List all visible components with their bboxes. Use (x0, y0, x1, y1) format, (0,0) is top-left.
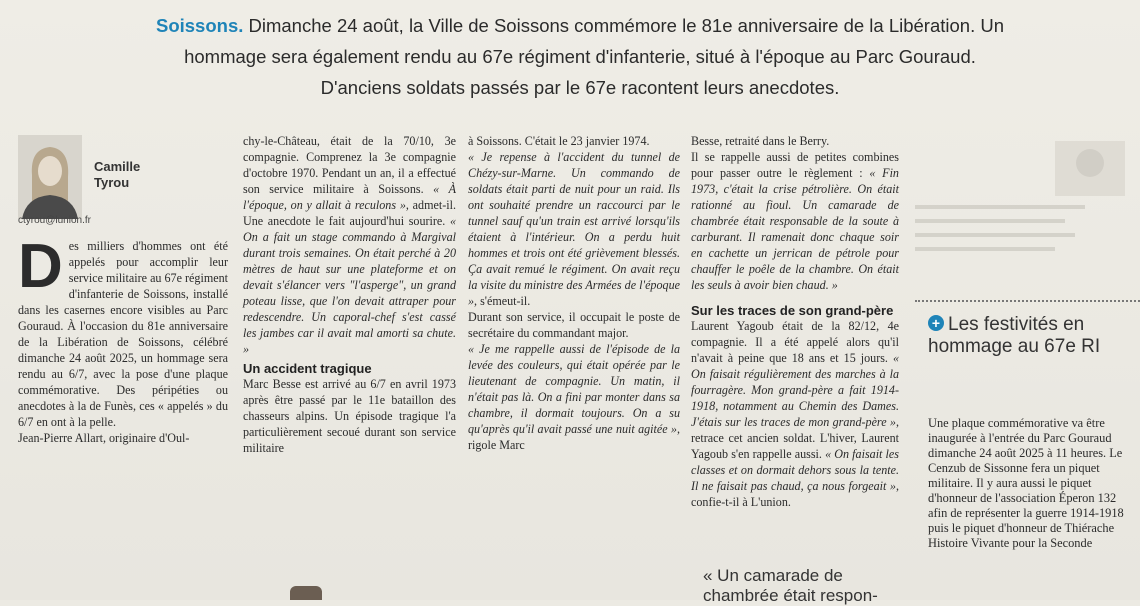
adjacent-column-ghost (905, 135, 1140, 295)
article-lead (150, 10, 1010, 103)
intro-paragraph (18, 232, 228, 430)
paragraph (468, 341, 680, 453)
paragraph: Marc Besse est arrivé au 6/7 en avril 1973 après être passé par le 11e bataillon des chasseurs alpins. Un épisode tragique l'a particulièrement secoué durant son service militaire (243, 377, 456, 455)
column-3 (468, 133, 680, 453)
sidebar-title (928, 314, 1128, 358)
author-name (94, 159, 140, 191)
quote: « On a fait un stage commando à Margival durant trois semaines. On était perché à 20 mètres de haut sur une plateforme et on devait s'élancer vers "l'asperge", un grand poteau lisse, que l'on devait attraper pour redescendre. Un caporal-chef s'est cassé les jambes car il avait mal amorti sa chute. » (243, 214, 456, 356)
sidebar-title-text: Les festivités en hommage au 67e RI (928, 314, 1101, 357)
quote: « On faisait régulièrement des marches à la fourragère. Mon grand-père a fait 1914-1918, notamment au Chemin des Dames. J'étais sur les traces de mon grand-père » (691, 351, 899, 429)
author-email[interactable]: ctyrou@lunion.fr (18, 215, 91, 226)
quote: « Je repense à l'accident du tunnel de Chézy-sur-Marne. Un commando de soldats était parti de nuit pour un raid. Ils ont souhaité prendre un raccourci par le tunnel sauf qu'un train est arrivé lorsqu'ils étaient à l'intérieur. On a perdu huit hommes et trois ont été grièvement blessés. Ça avait remué le régiment. On avait reçu la visite du ministre des Armées de l'époque » (468, 150, 680, 308)
text-run: , confie-t-il à L'union. (691, 479, 899, 509)
quote: « On faisait les classes et on dormait dehors sous la tente. Il ne faisait pas chaud, ça nous forgeait » (691, 447, 899, 493)
lead-place: Soissons. (155, 15, 244, 36)
paragraph: Jean-Pierre Allart, originaire d'Oul- (18, 431, 190, 445)
column-2 (243, 133, 456, 456)
quote: « Je me rappelle aussi de l'épisode de la levée des couleurs, qui était opérée par le lieutenant de compagnie. Un matin, il n'était pas là. On a fini par monter dans sa chambre, il dormait toujours. On a su qu'après qu'il avait passé une nuit agitée » (468, 342, 680, 436)
drop-cap: D (18, 232, 63, 301)
subheading-grandfather: Sur les traces de son grand-père (691, 303, 894, 318)
text-run: Il se rappelle aussi de petites combines pour passer outre le règlement : (691, 150, 899, 180)
column-4 (691, 133, 899, 510)
subheading-accident: Un accident tragique (243, 361, 372, 376)
quote: « Fin 1973, c'était la crise pétrolière. On était rationné au fioul. Un camarade de chambrée était responsable de la soute à carburant. Il ramenait donc chaque soir en cachette un jerrican de pétrole pour chauffer le poêle de la chambre. On était les seuls à avoir bien chaud. » (691, 166, 899, 292)
paragraph: Durant son service, il occupait le poste de secrétaire du commandant major. (468, 310, 680, 340)
author-last-name: Tyrou (94, 175, 130, 190)
text-run: chy-le-Château, était de la 70/10, 3e compagnie. Comprenez la 3e compagnie d'octobre 1970. Pendant un an, il a effectué son service militaire à Soissons. (243, 134, 456, 196)
paragraph: Besse, retraité dans le Berry. (691, 134, 830, 148)
author-portrait-icon (18, 135, 82, 219)
pull-quote: « Un camarade de chambrée était respon- (703, 566, 878, 605)
text-run: , retrace cet ancien soldat. L'hiver, Laurent Yagoub s'en rappelle aussi. (691, 415, 899, 461)
paragraph: à Soissons. C'était le 23 janvier 1974. (468, 134, 650, 148)
author-first-name: Camille (94, 159, 141, 174)
paragraph (468, 149, 680, 309)
paragraph (243, 133, 456, 357)
paragraph (691, 149, 899, 293)
author-photo (18, 135, 82, 219)
paragraph (691, 318, 899, 510)
photo-fragment (290, 586, 322, 600)
column-1 (18, 232, 228, 446)
text-run: , rigole Marc (468, 422, 680, 452)
lead-text: Dimanche 24 août, la Ville de Soissons commémore le 81e anniversaire de la Libération. Un hommage sera également rendu au 67e régiment d'infanterie, situé à l'époque au Parc Gouraud. D'anciens soldats passés par le 67e racontent leurs anecdotes. (184, 15, 1005, 98)
faded-portrait-icon (905, 135, 1140, 295)
byline (18, 135, 228, 230)
text-run: Laurent Yagoub était de la 82/12, 4e compagnie. Il a été appelé alors qu'il n'avait à peine que 18 ans et 15 jours. (691, 319, 899, 365)
sidebar-divider (915, 300, 1140, 302)
plus-icon: + (928, 315, 944, 331)
text-run: , s'émeut-il. (474, 294, 531, 308)
sidebar-body: Une plaque commémorative va être inaugurée à l'entrée du Parc Gouraud dimanche 24 août 2025 à 11 heures. Le Cenzub de Sissonne fera un piquet militaire. Il y aura aussi le piquet d'honneur de l'association Éperon 132 afin de représenter la guerre 1914-1918 puis le piquet d'honneur de Thiérache Histoire Vivante pour la Seconde (928, 416, 1124, 550)
text-run: , admet-il. Une anecdote le fait aujourd'hui sourire. (243, 198, 456, 228)
intro-text: es milliers d'hommes ont été appelés pour accomplir leur service militaire au 67e régiment d'infanterie de Soissons, installé dans les casernes encore visibles au Parc Gouraud. À l'occasion du 81e anniversaire de la Libération de Soissons, célébré dimanche 24 août 2025, un hommage sera rendu au 6/7, avec la pose d'une plaque commémorative. Des péripéties ou anecdotes à la de Funès, ces « appelés » du 6/7 en ont à la pelle. (18, 239, 228, 429)
quote: « À l'époque, on y allait à reculons » (243, 182, 456, 212)
